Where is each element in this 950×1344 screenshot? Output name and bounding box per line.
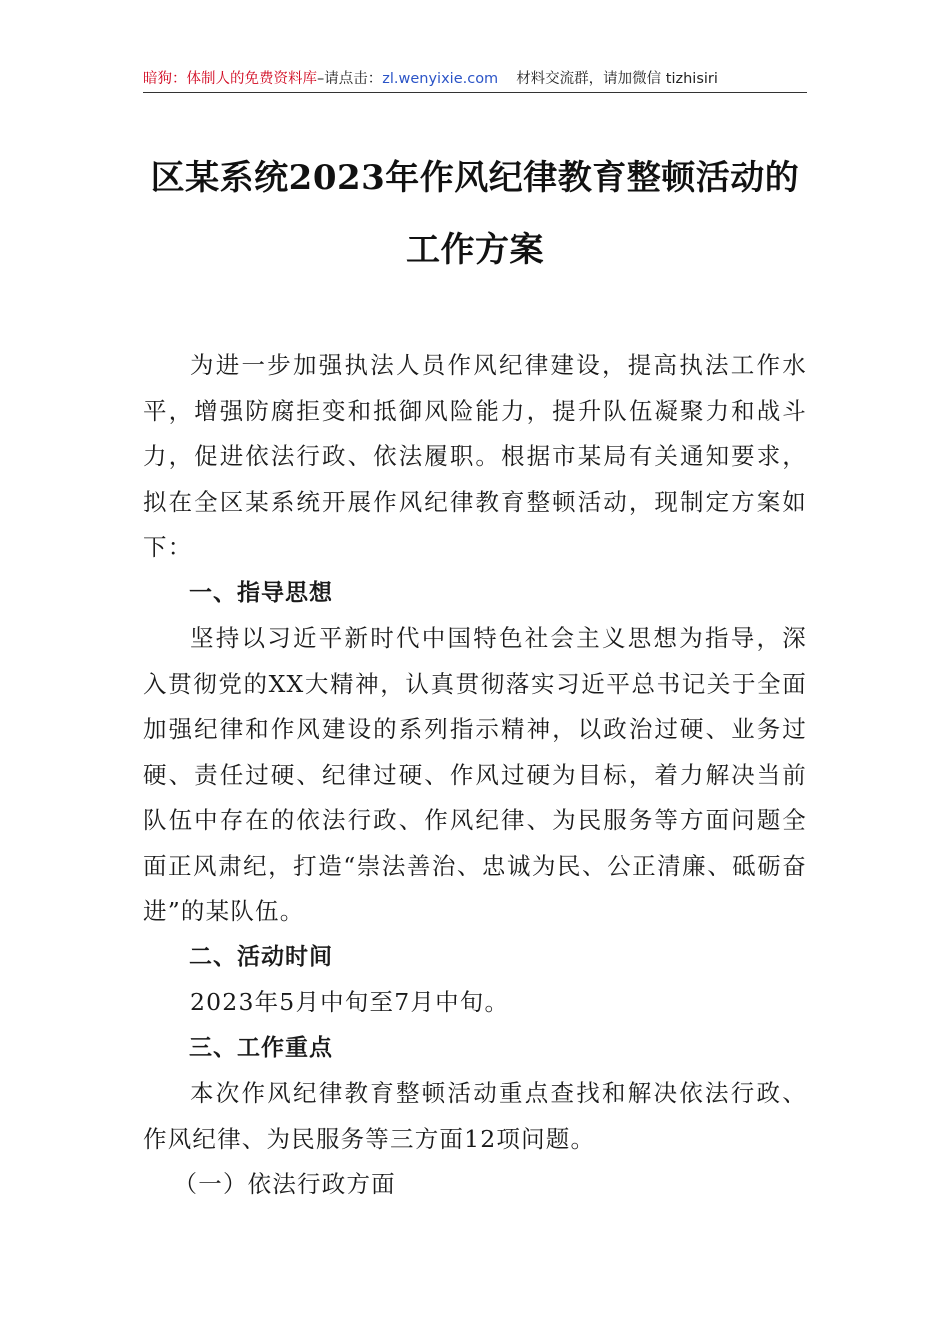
section-body-guiding-thought: 坚持以习近平新时代中国特色社会主义思想为指导，深入贯彻党的XX大精神，认真贯彻落实习近平总书记关于全面加强纪律和作风建设的系列指示精神，以政治过硬、业务过硬、责任过硬、纪律过硬、作风过硬为目标，着力解决当前队伍中存在的依法行政、作风纪律、为民服务等方面问题全面正风肃纪，打造“崇法善治、忠诚为民、公正清廉、砥砺奋进”的某队伍。 [143,624,807,925]
source-link[interactable]: zl.wenyixie.com [382,71,499,87]
contact-info: 材料交流群，请加微信 tizhisiri [516,71,718,87]
section-body-work-focus: 本次作风纪律教育整顿活动重点查找和解决依法行政、作风纪律、为民服务等三方面12项问题。 [143,1079,807,1153]
page-header [143,66,807,93]
document-body [143,343,807,1208]
intro-paragraph: 为进一步加强执法人员作风纪律建设，提高执法工作水平，增强防腐拒变和抵御风险能力，提升队伍凝聚力和战斗力，促进依法行政、依法履职。根据市某局有关通知要求，拟在全区某系统开展作风纪律教育整顿活动，现制定方案如下： [143,351,807,561]
section-heading-activity-time: 二、活动时间 [189,943,333,970]
section-heading-work-focus: 三、工作重点 [189,1034,333,1061]
click-prompt: –请点击： [317,71,383,87]
document-title-line1: 区某系统2023年作风纪律教育整顿活动的 [150,158,800,198]
section-body-activity-time: 2023年5月中旬至7月中旬。 [190,988,510,1016]
subsection-heading-lawful-administration: （一）依法行政方面 [173,1170,396,1198]
source-label: 暗狗：体制人的免费资料库 [143,71,317,87]
document-title-line2: 工作方案 [406,230,544,270]
section-heading-guiding-thought: 一、指导思想 [189,579,333,606]
